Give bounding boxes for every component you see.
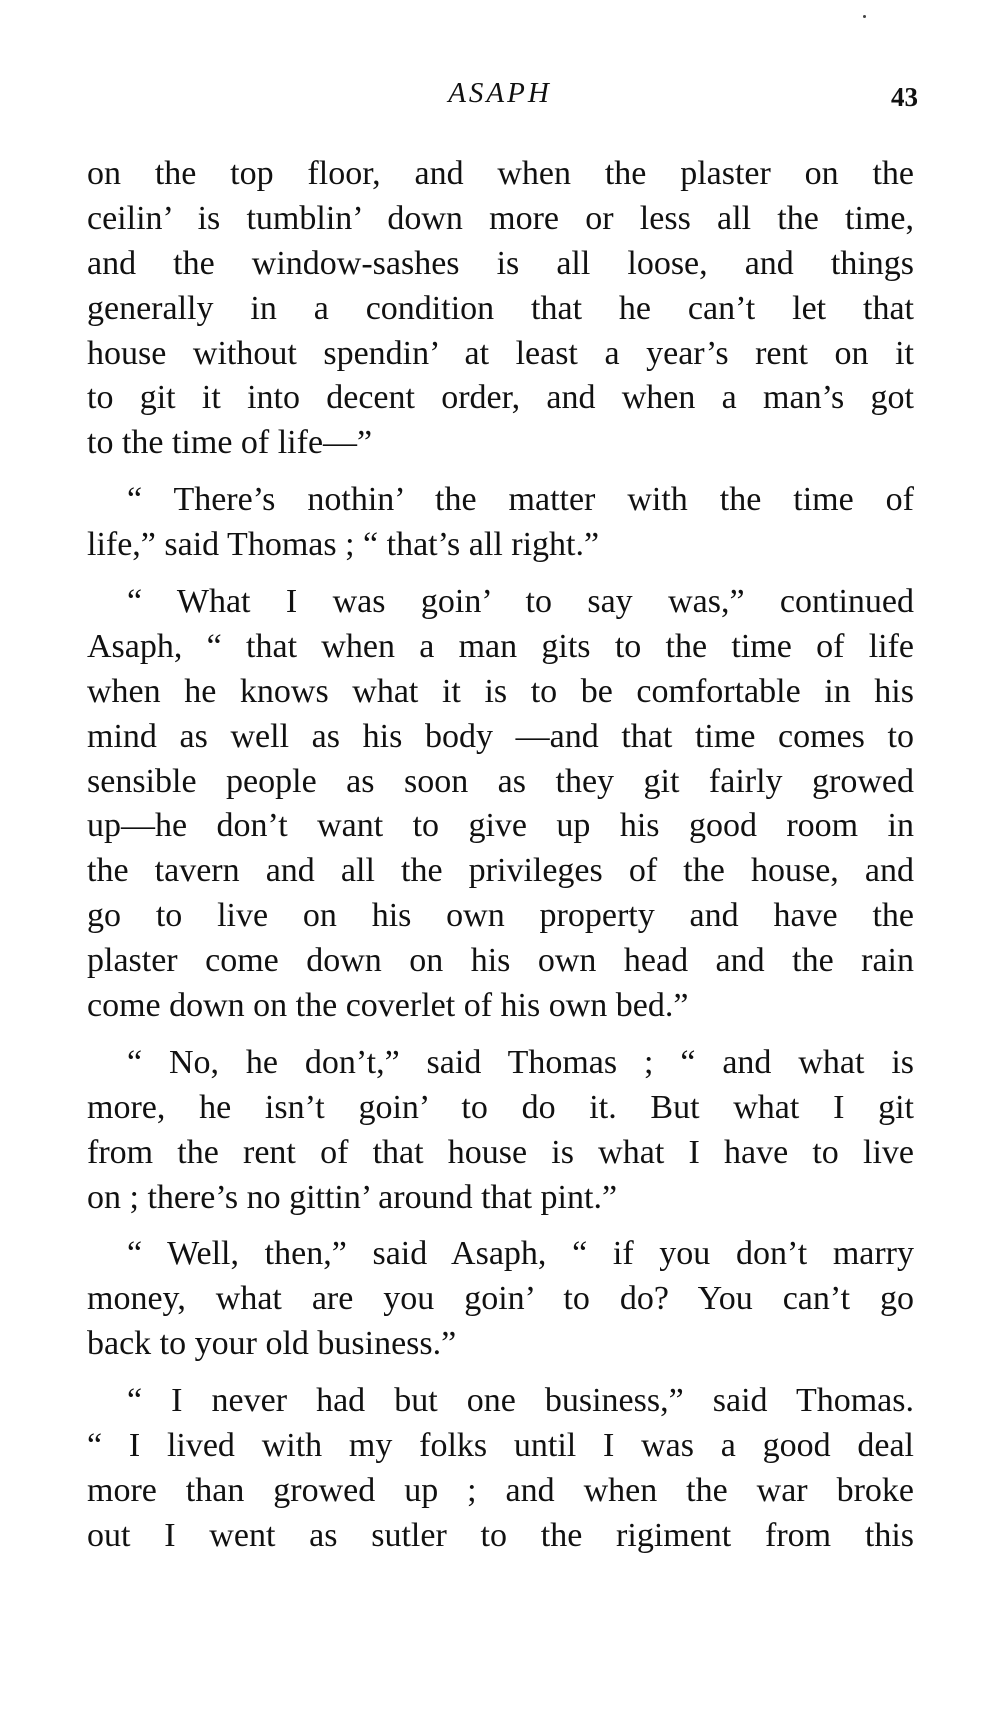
text-line: on the top floor, and when the plaster on the [87,155,914,192]
text-line: back to your old business.” [87,1325,457,1363]
text-line: mind as well as his body —and that time comes to [87,717,914,755]
text-line: come down on the coverlet of his own bed.” [87,987,689,1025]
text-line: ceilin’ is tumblin’ down more or less all the time, [87,199,914,237]
text-line: “ Well, then,” said Asaph, “ if you don’t marry [127,1235,914,1273]
text-line: more than growed up ; and when the war broke [87,1471,914,1509]
text-line: on ; there’s no gittin’ around that pint.” [87,1178,618,1216]
text-line: “ I lived with my folks until I was a good deal [87,1427,914,1465]
text-line: money, what are you goin’ to do? You can’t go [87,1280,914,1318]
running-head [0,73,1000,113]
text-line: Asaph, “ that when a man gits to the time of life [87,627,914,665]
text-line: “ What I was goin’ to say was,” continued [127,583,914,621]
text-line: house without spendin’ at least a year’s rent on it [87,334,914,372]
text-line: out I went as sutler to the rigiment from this [87,1516,914,1554]
text-line: to the time of life—” [87,424,373,462]
print-speck [863,15,866,18]
text-line: “ I never had but one business,” said Thomas. [127,1382,914,1420]
text-line: “ No, he don’t,” said Thomas ; “ and what is [127,1043,914,1081]
page-number: 43 [891,82,918,112]
text-line: go to live on his own property and have the [87,897,914,935]
text-body [87,152,914,1559]
text-line: when he knows what it is to be comfortable in his [87,672,914,710]
text-line: up—he don’t want to give up his good room in [87,807,914,845]
text-line: generally in a condition that he can’t let that [87,289,914,327]
text-line: “ There’s nothin’ the matter with the time of [127,481,914,519]
text-line: life,” said Thomas ; “ that’s all right.” [87,526,600,564]
text-line: and the window-sashes is all loose, and things [87,244,914,282]
text-line: sensible people as soon as they git fairly growed [87,762,914,800]
running-title: ASAPH [448,77,552,109]
text-line: to git it into decent order, and when a man’s got [87,379,914,417]
text-line: more, he isn’t goin’ to do it. But what I git [87,1088,914,1126]
text-line: the tavern and all the privileges of the house, and [87,852,914,890]
text-line: from the rent of that house is what I have to live [87,1133,914,1171]
text-line: plaster come down on his own head and the rain [87,942,914,980]
